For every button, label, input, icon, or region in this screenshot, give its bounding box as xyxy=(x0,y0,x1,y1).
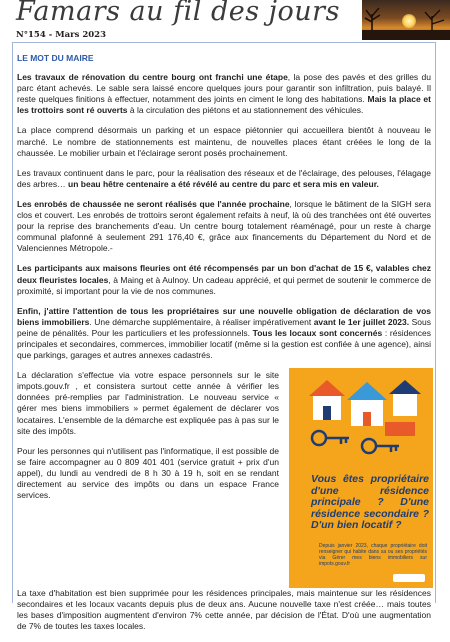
masthead xyxy=(0,0,450,42)
paragraph-roads: Les enrobés de chaussée ne seront réalisés que l'année prochaine, lorsque le bâtiment de la SIGH sera clos et couvert. Les enrobés de trottoirs seront également refaits à neuf, là où des tranchées ont été ouvertes pour la reprise des branchements d'eau. Un centre bourg totalement réaménagé, pour un reste à charge communal plafonné à seulement 291 176,40 €, grâce aux financements du Département du Nord et de Valenciennes Métropole.- xyxy=(17,198,431,254)
newsletter-title: Famars au fil des jours xyxy=(16,0,340,27)
government-logo-icon xyxy=(393,574,425,582)
paragraph-flowers: Les participants aux maisons fleuries ont été récompensés par un bon d'achat de 15 €, valables chez deux fleuristes locales, à Maing et à Aulnoy. Un cadeau apprécié, et qui permet de soutenir le commerce de proximité, si important pour la vie de nos communes. xyxy=(17,263,431,296)
poster-headline: Vous êtes propriétaire d'une résidence principale ? D'une résidence secondaire ? D'un bien locatif ? xyxy=(311,473,429,532)
house-key-illustration-icon xyxy=(289,368,433,476)
paragraph-online: La déclaration s'effectue via votre espace personnels sur le site impots.gouv.fr , et consistera surtout cette année à vérifier les données pré-remplies par l'administration. Le nouveau service « gérer mes biens immobiliers » permet également de déclarer vos locataires. L'ensemble de la démarche est expliquée pas à pas sur le site des impôts. xyxy=(17,370,279,436)
poster-note: Depuis janvier 2023, chaque propriétaire doit renseigner qui habite dans sa ou ses propriétés via Gérer mes biens immobiliers sur impots.gouv.fr xyxy=(319,543,427,568)
article-body xyxy=(17,47,431,642)
paragraph-declaration: Enfin, j'attire l'attention de tous les propriétaires sur une nouvelle obligation de déclaration de vos biens immobiliers. Une démarche supplémentaire, à réaliser impérativement avant le 1er juillet 2023. Sous peine de pénalités. Pour les particuliers et les professionnels. Tous les locaux sont concernés : résidences principales et secondaires, commerces, immobilier locatif (même si la gestion est confiée à une agence), ainsi que parkings, garages et autres annexes cadastrés. xyxy=(17,305,431,361)
paragraph-works: Les travaux de rénovation du centre bourg ont franchi une étape, la pose des pavés et des grilles du parc étant achevés. Le sable sera laissé encore quelques jours pour garantir son infiltration, puis balayé. Il reste quelques finitions à effectuer, notamment des joints en ciment le long des habitations. Mais la place et les trottoirs sont ré ouverts à la circulation des piétons et au stationnement des véhicules. xyxy=(17,72,431,116)
declaration-text xyxy=(17,370,279,588)
sunset-photo xyxy=(362,0,450,40)
issue-number: N°154 - Mars 2023 xyxy=(16,30,107,40)
section-title: LE MOT DU MAIRE xyxy=(17,53,94,63)
paragraph-phone-help: Pour les personnes qui n'utilisent pas l'informatique, il est possible de se faire accompagner au 0 809 401 401 (service gratuit + prix d'un appel), du lundi au vendredi de 8 h 30 à 19 h, soit en se rendant directement au service des impôts ou dans un espace France services. xyxy=(17,445,279,501)
paragraph-housing-tax: La taxe d'habitation est bien supprimée pour les résidences principales, mais maintenue sur les résidences secondaires et les locaux vacants depuis plus de deux ans. Aucune nouvelle taxe n'est créée… mais toutes les bases d'imposition augmentent d'environ 7% cette année, par décision de l'État. D'où une augmentation de 7% de toutes les taxes locales. xyxy=(17,588,431,632)
declaration-section xyxy=(17,370,431,588)
paragraph-park: Les travaux continuent dans le parc, pour la réalisation des réseaux et de l'éclairage, des pelouses, l'élagage des arbres… un beau hêtre centenaire a été révélé au centre du parc et sera mis en valeur. xyxy=(17,167,431,189)
tax-poster xyxy=(289,368,433,588)
paragraph-square: La place comprend désormais un parking et un espace piétonnier qui accueillera bientôt à nouveau le marché. Le nombre de stationnements est maintenu, de nouvelles places étant créées le long de la chaussée. Le mobilier urbain et l'éclairage seront posés prochainement. xyxy=(17,125,431,158)
